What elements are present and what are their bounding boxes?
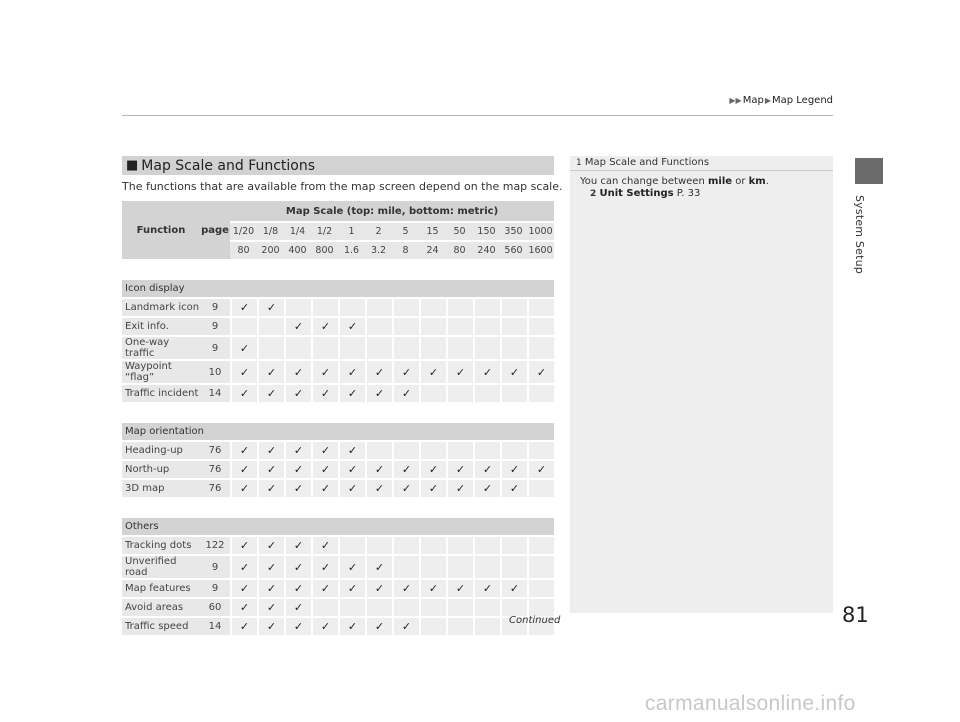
table-row [122,556,554,578]
empty-cell [365,599,392,616]
empty-cell [473,537,500,554]
checkmark-icon: ✓ [230,480,257,497]
empty-cell [473,618,500,635]
checkmark-icon: ✓ [473,580,500,597]
checkmark-icon: ✓ [446,580,473,597]
table-row [122,580,554,597]
checkmark-icon: ✓ [284,385,311,402]
empty-cell [419,537,446,554]
checkmark-icon: ✓ [365,556,392,578]
scale-cell: 350 [500,223,527,240]
empty-cell [527,580,554,597]
function-name: Waypoint “flag” [122,361,200,383]
checkmark-icon: ✓ [311,580,338,597]
function-name: Traffic incident [122,385,200,402]
scale-cell: 560 [500,242,527,259]
checkmark-icon: ✓ [230,442,257,459]
checkmark-icon: ✓ [311,385,338,402]
checkmark-icon: ✓ [419,361,446,383]
checkmark-icon: ✓ [338,556,365,578]
table-row [122,480,554,497]
empty-cell [419,556,446,578]
scale-cell: 5 [392,223,419,240]
header-row [122,201,554,221]
spacer-cell [122,404,554,421]
empty-cell [527,385,554,402]
empty-cell [419,599,446,616]
empty-cell [473,556,500,578]
checkmark-icon: ✓ [230,299,257,316]
function-page: 9 [200,299,230,316]
function-page: 76 [200,442,230,459]
empty-cell [500,442,527,459]
empty-cell [419,385,446,402]
checkmark-icon: ✓ [500,580,527,597]
checkmark-icon: ✓ [311,480,338,497]
note-divider [570,170,833,171]
empty-cell [338,537,365,554]
note-marker-icon: 1 [576,158,582,168]
category-label: Map orientation [122,423,554,440]
header-map-scale: Map Scale (top: mile, bottom: metric) [230,201,554,221]
function-page: 9 [200,556,230,578]
empty-cell [527,537,554,554]
checkmark-icon: ✓ [257,480,284,497]
breadcrumb-item-map[interactable]: Map [742,95,764,106]
checkmark-icon: ✓ [230,618,257,635]
empty-cell [527,299,554,316]
checkmark-icon: ✓ [257,537,284,554]
note-title [576,157,709,168]
checkmark-icon: ✓ [500,461,527,478]
function-name: Tracking dots [122,537,200,554]
checkmark-icon: ✓ [230,461,257,478]
section-square-icon: ■ [126,158,139,173]
scale-cell: 1/8 [257,223,284,240]
empty-cell [419,618,446,635]
header-divider [122,115,833,116]
function-page: 122 [200,537,230,554]
table-row [122,361,554,383]
checkmark-icon: ✓ [392,385,419,402]
function-name: Unverified road [122,556,200,578]
scale-cell: 150 [473,223,500,240]
checkmark-icon: ✓ [230,599,257,616]
scale-cell: 15 [419,223,446,240]
checkmark-icon: ✓ [365,385,392,402]
empty-cell [527,556,554,578]
empty-cell [527,318,554,335]
function-page: 14 [200,618,230,635]
function-page: 14 [200,385,230,402]
checkmark-icon: ✓ [257,299,284,316]
scale-cell: 80 [446,242,473,259]
checkmark-icon: ✓ [284,580,311,597]
empty-cell [392,337,419,359]
checkmark-icon: ✓ [473,361,500,383]
empty-cell [473,299,500,316]
spacer-cell [122,261,554,278]
breadcrumb-item-map-legend[interactable]: Map Legend [771,95,833,106]
note-unit-mile: mile [707,176,733,187]
empty-cell [365,337,392,359]
checkmark-icon: ✓ [257,556,284,578]
empty-cell [527,442,554,459]
table-row [122,442,554,459]
empty-cell [446,618,473,635]
checkmark-icon: ✓ [419,480,446,497]
spacer-cell [122,499,554,516]
checkmark-icon: ✓ [446,461,473,478]
scale-cell: 1.6 [338,242,365,259]
category-row [122,280,554,297]
checkmark-icon: ✓ [311,618,338,635]
table-row [122,618,554,635]
empty-cell [338,299,365,316]
checkmark-icon: ✓ [365,480,392,497]
checkmark-icon: ✓ [284,442,311,459]
checkmark-icon: ✓ [365,580,392,597]
empty-cell [446,385,473,402]
checkmark-icon: ✓ [284,480,311,497]
empty-cell [284,299,311,316]
checkmark-icon: ✓ [500,361,527,383]
empty-cell [500,556,527,578]
table-row [122,461,554,478]
checkmark-icon: ✓ [392,461,419,478]
scale-cell: 1/20 [230,223,257,240]
checkmark-icon: ✓ [311,442,338,459]
scale-cell: 400 [284,242,311,259]
breadcrumb-separator-icon: ▶ [764,96,771,105]
checkmark-icon: ✓ [284,361,311,383]
function-page: 10 [200,361,230,383]
checkmark-icon: ✓ [257,618,284,635]
checkmark-icon: ✓ [230,361,257,383]
empty-cell [311,299,338,316]
checkmark-icon: ✓ [230,556,257,578]
empty-cell [419,299,446,316]
checkmark-icon: ✓ [446,361,473,383]
table-row [122,385,554,402]
checkmark-icon: ✓ [392,480,419,497]
empty-cell [446,442,473,459]
function-name: Map features [122,580,200,597]
function-name: Exit info. [122,318,200,335]
empty-cell [419,337,446,359]
empty-cell [284,337,311,359]
note-text-part: . [765,176,769,187]
checkmark-icon: ✓ [392,580,419,597]
function-name: Landmark icon [122,299,200,316]
checkmark-icon: ✓ [392,618,419,635]
reference-arrow-icon: 2 [590,189,597,199]
empty-cell [419,318,446,335]
empty-cell [257,318,284,335]
scale-cell: 1 [338,223,365,240]
empty-cell [473,318,500,335]
scale-cell: 200 [257,242,284,259]
checkmark-icon: ✓ [257,361,284,383]
breadcrumb [728,95,833,106]
function-page: 9 [200,318,230,335]
empty-cell [527,599,554,616]
checkmark-icon: ✓ [284,537,311,554]
page-number: 81 [842,603,869,627]
checkmark-icon: ✓ [230,537,257,554]
side-note-panel [570,156,833,613]
function-page: 9 [200,580,230,597]
empty-cell [446,537,473,554]
function-page: 60 [200,599,230,616]
checkmark-icon: ✓ [230,337,257,359]
function-page: 76 [200,480,230,497]
scale-cell: 800 [311,242,338,259]
note-title-text: Map Scale and Functions [584,157,710,168]
section-heading [122,156,554,175]
empty-cell [338,337,365,359]
checkmark-icon: ✓ [338,580,365,597]
checkmark-icon: ✓ [365,361,392,383]
empty-cell [527,337,554,359]
function-name: 3D map [122,480,200,497]
note-link-page: P. 33 [676,188,701,199]
watermark-text: carmanualsonline.info [645,692,856,715]
checkmark-icon: ✓ [311,318,338,335]
empty-cell [473,337,500,359]
note-cross-reference[interactable] [590,188,700,199]
category-row [122,518,554,535]
checkmark-icon: ✓ [284,556,311,578]
empty-cell [500,537,527,554]
function-name: Traffic speed [122,618,200,635]
empty-cell [257,337,284,359]
empty-cell [446,299,473,316]
checkmark-icon: ✓ [284,318,311,335]
empty-cell [446,556,473,578]
empty-cell [392,537,419,554]
empty-cell [392,556,419,578]
scale-cell: 50 [446,223,473,240]
scale-cell: 8 [392,242,419,259]
empty-cell [365,442,392,459]
empty-cell [392,299,419,316]
checkmark-icon: ✓ [419,461,446,478]
empty-cell [419,442,446,459]
checkmark-icon: ✓ [527,361,554,383]
spacer-row [122,261,554,278]
checkmark-icon: ✓ [419,580,446,597]
header-function: Function [122,201,200,259]
chapter-label: System Setup [853,195,866,274]
function-name: North-up [122,461,200,478]
empty-cell [365,299,392,316]
checkmark-icon: ✓ [338,461,365,478]
category-label: Others [122,518,554,535]
checkmark-icon: ✓ [284,618,311,635]
function-name: Avoid areas [122,599,200,616]
section-title: Map Scale and Functions [141,157,316,174]
header-page: page [200,201,230,259]
empty-cell [500,318,527,335]
empty-cell [446,318,473,335]
empty-cell [527,480,554,497]
chapter-tab [855,158,883,184]
empty-cell [311,599,338,616]
function-page: 76 [200,461,230,478]
checkmark-icon: ✓ [338,442,365,459]
checkmark-icon: ✓ [311,461,338,478]
spacer-row [122,499,554,516]
checkmark-icon: ✓ [230,580,257,597]
scale-cell: 240 [473,242,500,259]
scale-cell: 1600 [527,242,554,259]
scale-cell: 1/4 [284,223,311,240]
empty-cell [446,337,473,359]
function-name: One-way traffic [122,337,200,359]
checkmark-icon: ✓ [338,361,365,383]
table-row [122,537,554,554]
checkmark-icon: ✓ [446,480,473,497]
empty-cell [365,318,392,335]
empty-cell [392,599,419,616]
checkmark-icon: ✓ [365,618,392,635]
note-text-part: or [732,176,749,187]
checkmark-icon: ✓ [284,599,311,616]
continued-label: Continued [509,615,561,626]
table-row [122,599,554,616]
note-text-part: You can change between [580,176,708,187]
scale-cell: 80 [230,242,257,259]
checkmark-icon: ✓ [527,461,554,478]
checkmark-icon: ✓ [257,442,284,459]
checkmark-icon: ✓ [257,580,284,597]
empty-cell [338,599,365,616]
checkmark-icon: ✓ [257,599,284,616]
checkmark-icon: ✓ [338,618,365,635]
category-label: Icon display [122,280,554,297]
empty-cell [500,385,527,402]
checkmark-icon: ✓ [257,461,284,478]
table-row [122,299,554,316]
empty-cell [473,385,500,402]
checkmark-icon: ✓ [284,461,311,478]
scale-cell: 1000 [527,223,554,240]
empty-cell [230,318,257,335]
empty-cell [392,318,419,335]
empty-cell [365,537,392,554]
note-unit-km: km [748,176,766,187]
function-page: 9 [200,337,230,359]
checkmark-icon: ✓ [392,361,419,383]
checkmark-icon: ✓ [500,480,527,497]
checkmark-icon: ✓ [365,461,392,478]
table-row [122,318,554,335]
table-row [122,337,554,359]
empty-cell [311,337,338,359]
note-link-label[interactable]: Unit Settings [599,188,674,199]
intro-text: The functions that are available from the map screen depend on the map scale. [122,180,563,193]
checkmark-icon: ✓ [473,480,500,497]
scale-cell: 2 [365,223,392,240]
empty-cell [500,299,527,316]
checkmark-icon: ✓ [338,480,365,497]
empty-cell [446,599,473,616]
empty-cell [500,337,527,359]
checkmark-icon: ✓ [473,461,500,478]
checkmark-icon: ✓ [230,385,257,402]
note-text [580,175,769,188]
functions-table [122,199,554,637]
checkmark-icon: ✓ [257,385,284,402]
empty-cell [473,599,500,616]
function-name: Heading-up [122,442,200,459]
category-row [122,423,554,440]
empty-cell [473,442,500,459]
breadcrumb-arrow-icon: ▶▶ [729,96,742,105]
checkmark-icon: ✓ [311,537,338,554]
spacer-row [122,404,554,421]
checkmark-icon: ✓ [311,556,338,578]
checkmark-icon: ✓ [311,361,338,383]
scale-cell: 1/2 [311,223,338,240]
scale-cell: 24 [419,242,446,259]
checkmark-icon: ✓ [338,385,365,402]
checkmark-icon: ✓ [338,318,365,335]
scale-cell: 3.2 [365,242,392,259]
empty-cell [500,599,527,616]
empty-cell [392,442,419,459]
